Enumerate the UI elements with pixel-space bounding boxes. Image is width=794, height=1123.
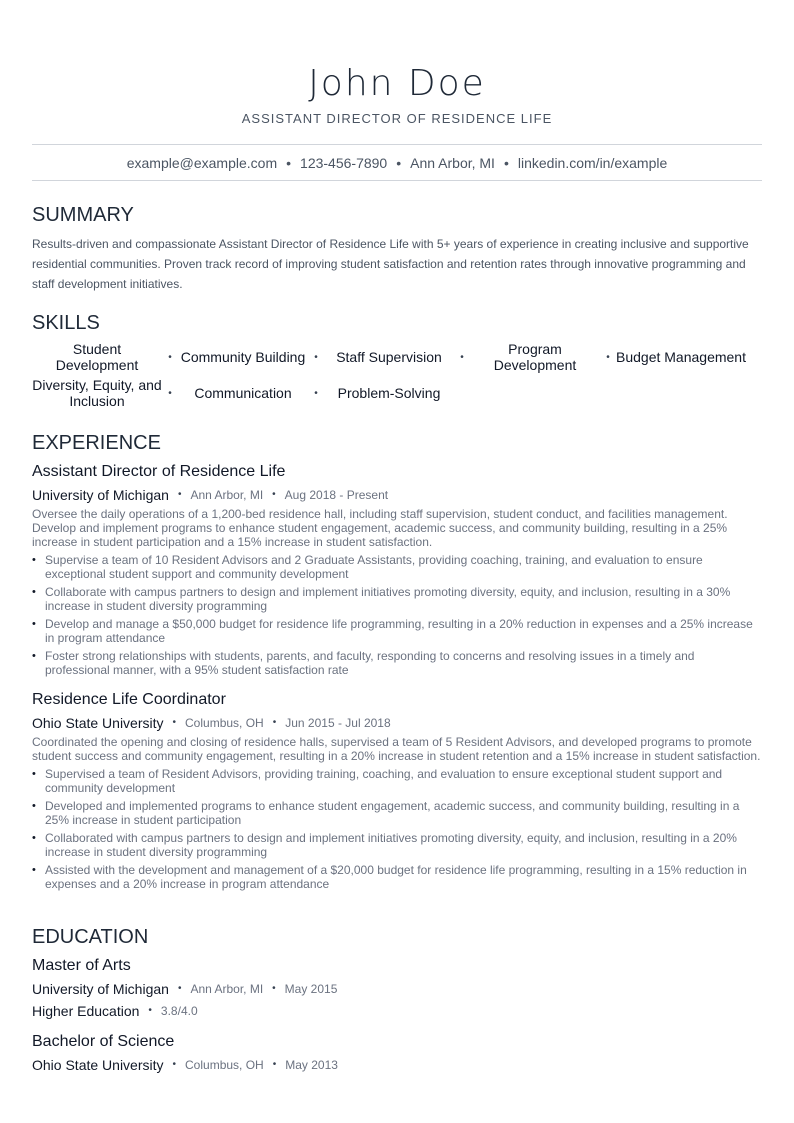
skill-item: Problem-Solving: [337, 385, 441, 401]
job-location: Ann Arbor, MI: [190, 488, 264, 502]
job-bullets: [32, 767, 762, 891]
job-entry: [32, 462, 762, 677]
meta-separator: •: [172, 717, 177, 728]
degree-entry: [32, 956, 762, 1020]
skill-item: Staff Supervision: [336, 349, 442, 365]
job-bullet: • Develop and manage a $50,000 budget for residence life programming, resulting in a 20% reduction in expenses and a 25% increase in program attendance: [45, 617, 762, 645]
skills-section: [32, 311, 762, 409]
job-dates: Aug 2018 - Present: [284, 488, 389, 502]
meta-separator: •: [172, 1059, 177, 1070]
job-org-line: [32, 486, 762, 504]
job-org: Ohio State University: [32, 715, 164, 731]
job-bullet: • Collaborate with campus partners to design and implement initiatives promoting diversity, equity, and inclusion, resulting in a 30% increase in student diversity programming: [45, 585, 762, 613]
skill-item: Communication: [194, 385, 292, 401]
contact-separator: •: [286, 154, 292, 171]
skill-separator: •: [314, 387, 318, 399]
meta-separator: •: [148, 1005, 152, 1016]
contact-linkedin[interactable]: linkedin.com/in/example: [517, 154, 668, 171]
degree-entry: [32, 1032, 762, 1074]
contact-separator: •: [503, 154, 509, 171]
degree-title: Master of Arts: [32, 957, 131, 974]
resume-name: John Doe: [308, 63, 486, 104]
resume-role: ASSISTANT DIRECTOR OF RESIDENCE LIFE: [241, 111, 553, 126]
meta-separator: •: [272, 489, 276, 500]
skills-grid: [32, 341, 762, 409]
job-dates: Jun 2015 - Jul 2018: [285, 716, 391, 730]
degree-org-line: [32, 980, 762, 998]
meta-separator: •: [272, 717, 277, 728]
meta-separator: •: [177, 489, 182, 500]
contact-bar: [32, 144, 762, 181]
experience-title: EXPERIENCE: [32, 432, 161, 454]
degree-title: Bachelor of Science: [32, 1033, 175, 1050]
job-bullets: [32, 553, 762, 677]
skills-title: SKILLS: [32, 312, 100, 334]
skill-separator: •: [314, 351, 318, 363]
skill-item: Budget Management: [616, 349, 746, 365]
contact-separator: •: [396, 154, 402, 171]
skill-item: Diversity, Equity, and Inclusion: [32, 377, 162, 409]
education-title: EDUCATION: [32, 926, 149, 948]
experience-section: [32, 431, 762, 681]
summary-section: [32, 203, 762, 294]
job-bullet: • Assisted with the development and management of a $20,000 budget for residence life programming, resulting in a 15% reduction in expenses and a 20% increase in program attendance: [45, 863, 762, 891]
contact-phone[interactable]: 123-456-7890: [300, 154, 388, 171]
degree-field-line: [32, 1002, 762, 1020]
degree-field: Higher Education: [32, 1003, 140, 1019]
job-org-line: [32, 714, 762, 732]
job-description: Oversee the daily operations of a 1,200-bed residence hall, including staff supervision, student conduct, and facilities management. Develop and implement programs to enhance student engagement, academic success, and community building, resulting in a 25% increase in student participation and a 15% increase in student satisfaction.: [32, 507, 728, 549]
job-bullet: • Supervised a team of Resident Advisors, providing training, coaching, and evaluation to ensure exceptional student support and community development: [45, 767, 762, 795]
job-bullet: • Collaborated with campus partners to design and implement initiatives promoting diversity, equity, and inclusion, resulting in a 20% increase in student diversity programming: [45, 831, 762, 859]
job-org: University of Michigan: [32, 487, 169, 503]
job-bullet: • Supervise a team of 10 Resident Advisors and 2 Graduate Assistants, providing coaching, training, and evaluation to ensure exceptional student support and community development: [45, 553, 762, 581]
job-title: Assistant Director of Residence Life: [32, 463, 286, 480]
summary-text: Results-driven and compassionate Assistant Director of Residence Life with 5+ years of experience in creating inclusive and supportive residential communities. Proven track record of improving student satisfaction and retention rates through innovative programming and staff development initiatives.: [32, 237, 749, 291]
skill-item: Community Building: [180, 349, 306, 365]
job-entry: [32, 690, 762, 895]
degree-gpa: 3.8/4.0: [160, 1004, 198, 1018]
degree-org: University of Michigan: [32, 981, 169, 997]
summary-title: SUMMARY: [32, 204, 134, 226]
skill-item: Student Development: [55, 341, 139, 373]
job-title: Residence Life Coordinator: [32, 691, 226, 708]
contact-email[interactable]: example@example.com: [126, 154, 278, 171]
degree-location: Ann Arbor, MI: [190, 982, 264, 996]
meta-separator: •: [272, 983, 276, 994]
skill-separator: •: [168, 351, 172, 363]
job-description: Coordinated the opening and closing of residence halls, supervised a team of 5 Resident Advisors, and developed programs to promote student success and community engagement, resulting in a 20% increase in student retention and a 15% increase in student satisfaction.: [32, 735, 761, 763]
skill-separator: •: [606, 351, 610, 363]
education-section: [32, 925, 762, 1074]
meta-separator: •: [177, 983, 182, 994]
degree-org-line: [32, 1056, 762, 1074]
job-location: Columbus, OH: [185, 716, 264, 730]
skill-separator: •: [168, 387, 172, 399]
degree-org: Ohio State University: [32, 1057, 164, 1073]
degree-date: May 2015: [284, 982, 338, 996]
degree-location: Columbus, OH: [185, 1058, 264, 1072]
meta-separator: •: [272, 1059, 277, 1070]
job-bullet: • Developed and implemented programs to enhance student engagement, academic success, and community building, resulting in a 25% increase in student participation: [45, 799, 762, 827]
contact-location: Ann Arbor, MI: [410, 154, 495, 171]
job-bullet: • Foster strong relationships with students, parents, and faculty, responding to concerns and resolving issues in a timely and professional manner, with a 95% student satisfaction rate: [45, 649, 762, 677]
skill-separator: •: [460, 351, 464, 363]
degree-date: May 2013: [285, 1058, 338, 1072]
skill-item: Program Development: [493, 341, 577, 373]
